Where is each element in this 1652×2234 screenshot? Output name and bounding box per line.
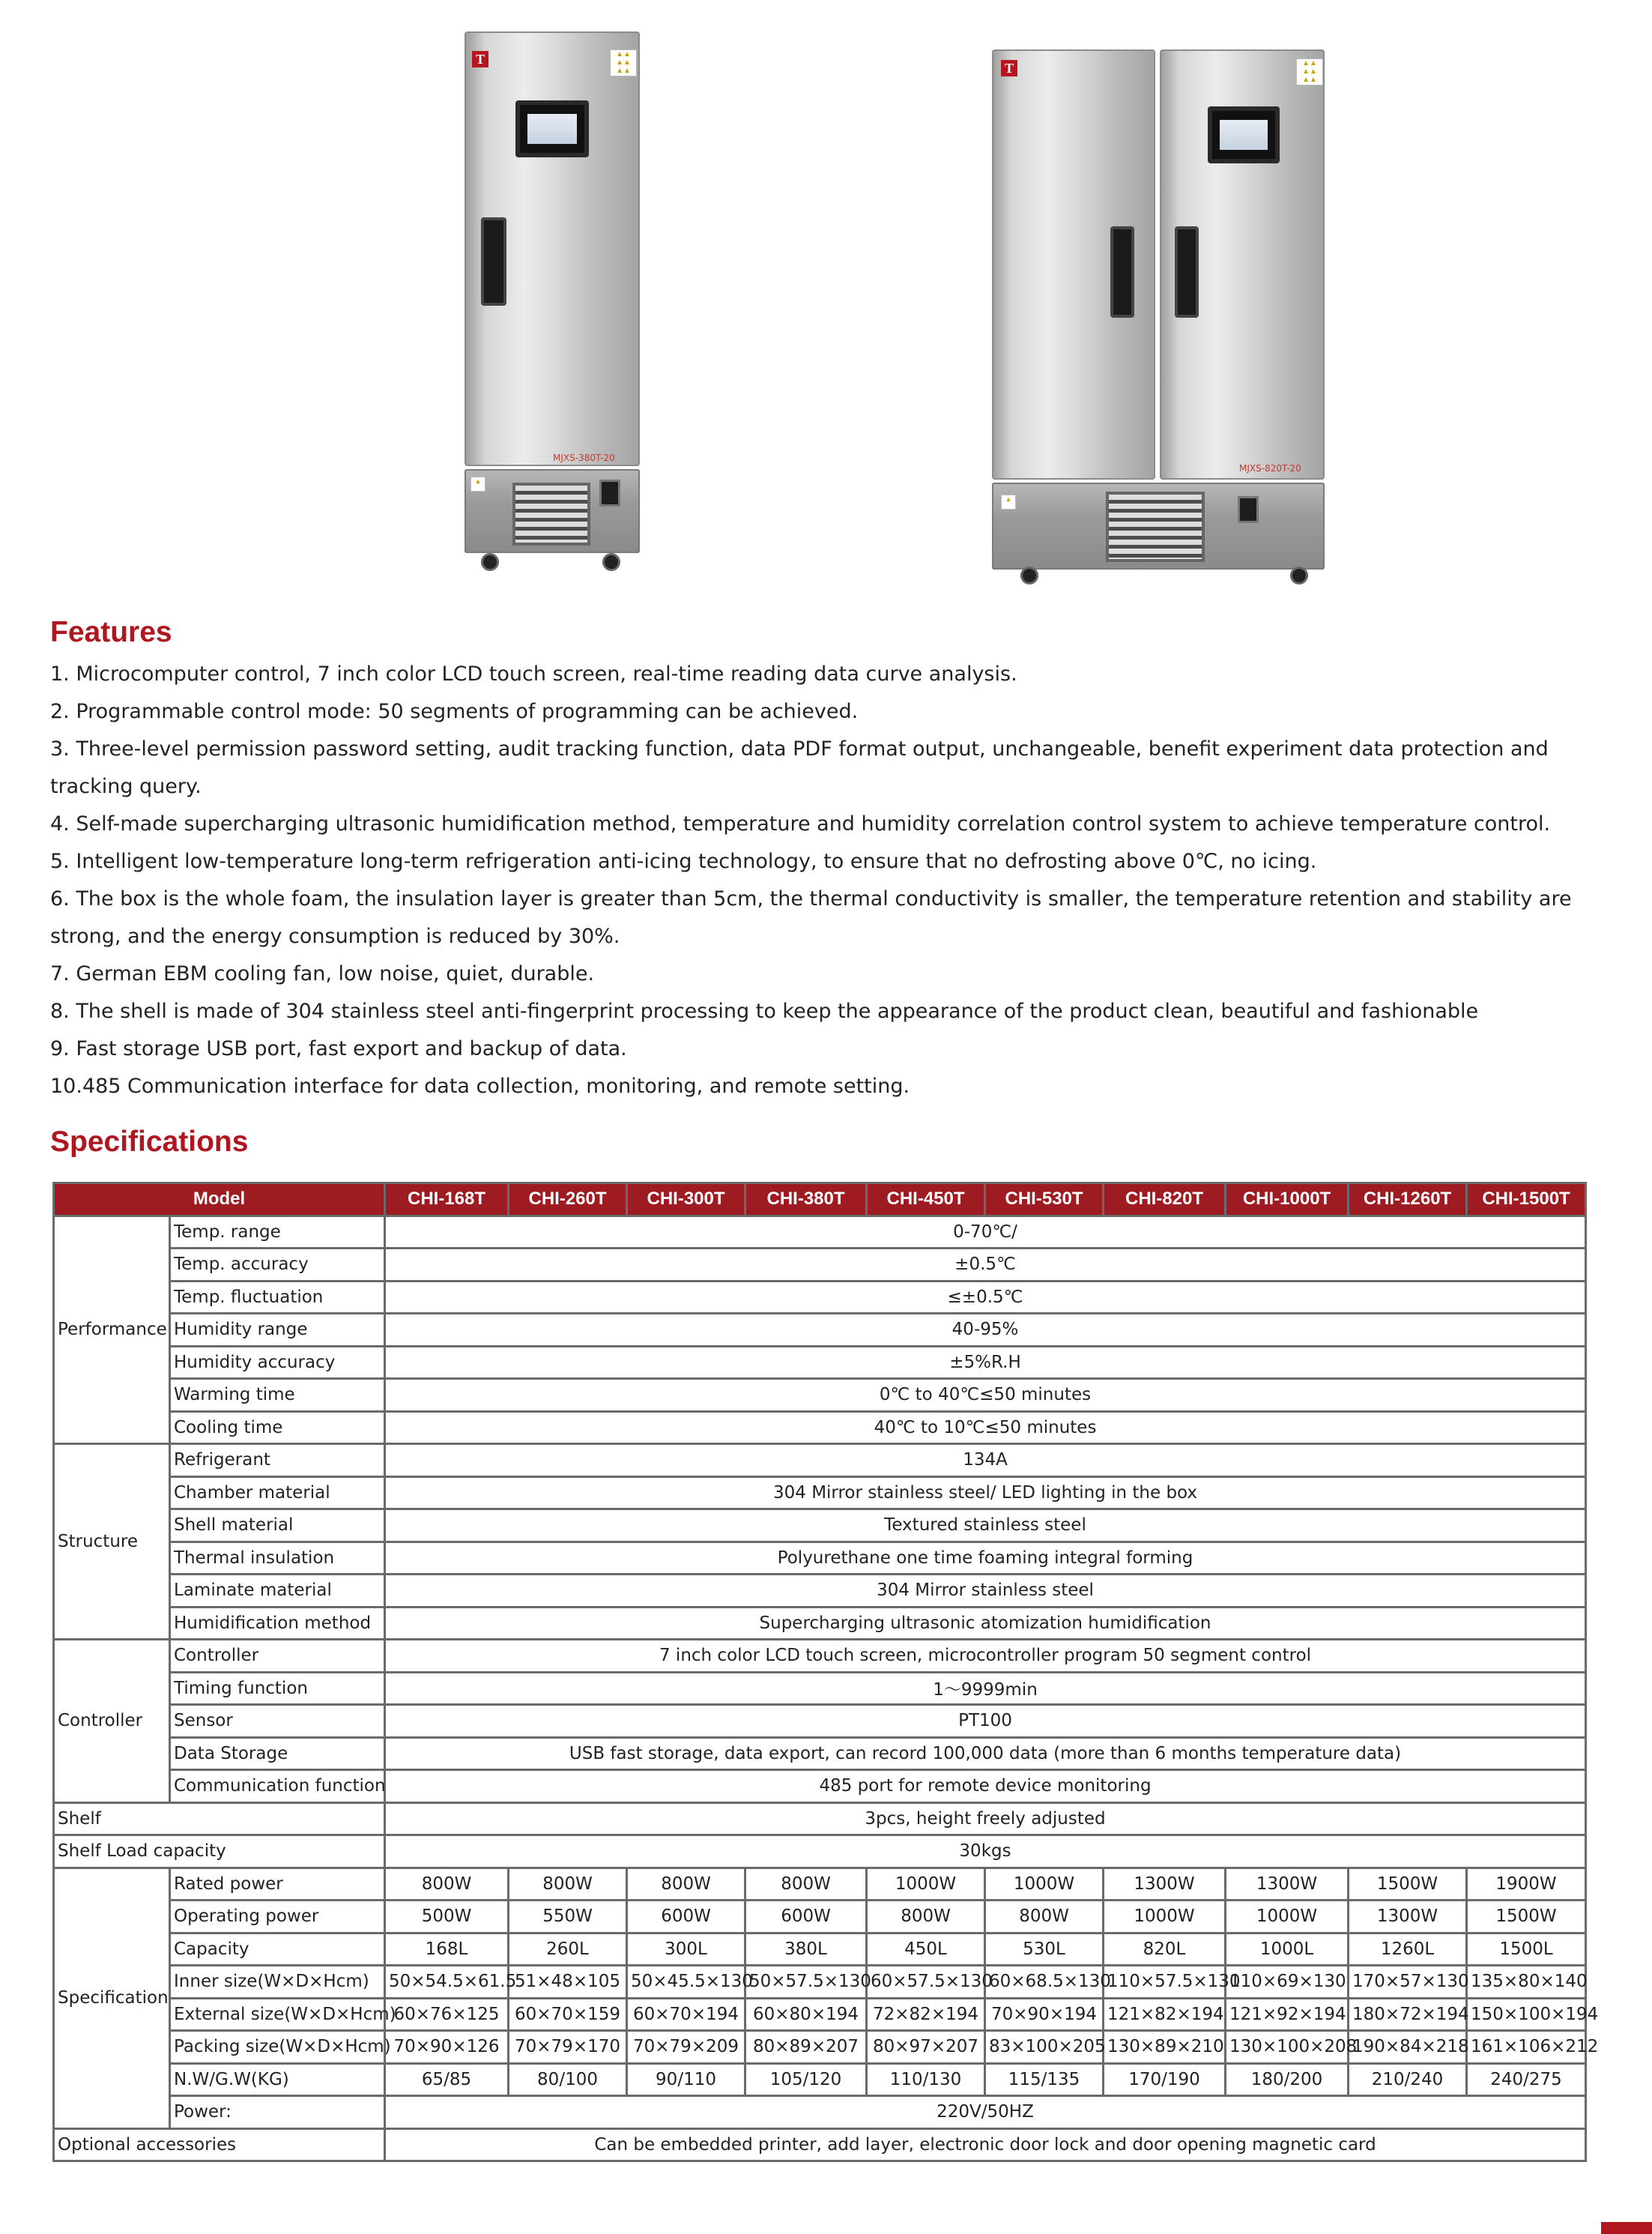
table-row	[54, 1770, 1586, 1803]
model-column-header: CHI-300T	[627, 1183, 745, 1216]
param-label: Humidification method	[170, 1607, 385, 1640]
model-header: Model	[54, 1183, 385, 1216]
cell-value: 70×79×209	[627, 2031, 745, 2064]
param-value: ±5%R.H	[385, 1346, 1586, 1379]
table-row	[54, 2031, 1586, 2064]
table-row	[54, 1868, 1586, 1901]
cell-value: 110×69×130	[1226, 1966, 1349, 1999]
vent-grille	[512, 483, 590, 546]
group-label-structure: Structure	[54, 1444, 170, 1640]
cell-value: 600W	[745, 1901, 867, 1933]
param-value: 304 Mirror stainless steel/ LED lighting in the box	[385, 1476, 1586, 1509]
cell-value: 1300W	[1226, 1868, 1349, 1901]
table-header-row	[54, 1183, 1586, 1216]
cell-value: 1300W	[1104, 1868, 1226, 1901]
product-image-double-door	[990, 49, 1326, 589]
cell-value: 51×48×105	[509, 1966, 627, 1999]
table-row	[54, 1346, 1586, 1379]
param-label: Power:	[170, 2096, 385, 2129]
shelf-value: 3pcs, height freely adjusted	[385, 1802, 1586, 1835]
param-label: Laminate material	[170, 1575, 385, 1607]
param-value: 485 port for remote device monitoring	[385, 1770, 1586, 1803]
table-row	[54, 1640, 1586, 1673]
cell-value: 600W	[627, 1901, 745, 1933]
vent-grille	[1106, 492, 1205, 562]
param-label: Temp. range	[170, 1216, 385, 1249]
feature-item: 5. Intelligent low-temperature long-term refrigeration anti-icing technology, to ensure that no defrosting above 0℃, no icing.	[50, 850, 1317, 873]
cell-value: 50×54.5×61.5	[385, 1966, 509, 1999]
cell-value: 530L	[985, 1933, 1104, 1966]
model-label: MJXS-380T-20	[553, 453, 615, 463]
param-label: Humidity range	[170, 1314, 385, 1347]
table-row	[54, 1998, 1586, 2031]
cell-value: 300L	[627, 1933, 745, 1966]
cell-value: 60×68.5×130	[985, 1966, 1104, 1999]
param-label: Timing function	[170, 1672, 385, 1705]
param-label: Rated power	[170, 1868, 385, 1901]
power-switch	[599, 480, 620, 507]
cell-value: 1000W	[1104, 1901, 1226, 1933]
cell-value: 1000W	[1226, 1901, 1349, 1933]
cell-value: 800W	[627, 1868, 745, 1901]
param-value: 40-95%	[385, 1314, 1586, 1347]
lcd-touch-screen	[1208, 106, 1280, 163]
cell-value: 180/200	[1226, 2063, 1349, 2096]
param-value: 1～9999min	[385, 1672, 1586, 1705]
caster-wheel	[481, 553, 499, 571]
table-row	[54, 2096, 1586, 2129]
table-row	[54, 2128, 1586, 2161]
table-row	[54, 1249, 1586, 1281]
feature-item: 2. Programmable control mode: 50 segments of programming can be achieved.	[50, 700, 859, 723]
features-list	[50, 656, 1594, 1105]
feature-item: 6. The box is the whole foam, the insulation layer is greater than 5cm, the thermal conductivity is smaller, the temperature retention and stability are strong, and the energy consumption is reduced by 30%.	[50, 887, 1572, 948]
cell-value: 105/120	[745, 2063, 867, 2096]
table-row	[54, 1542, 1586, 1575]
table-row	[54, 1216, 1586, 1249]
cell-value: 80/100	[509, 2063, 627, 2096]
table-row	[54, 1411, 1586, 1444]
cell-value: 168L	[385, 1933, 509, 1966]
specifications-table	[52, 1182, 1599, 2162]
param-label: Warming time	[170, 1379, 385, 1412]
cell-value: 80×97×207	[867, 2031, 985, 2064]
cell-value: 115/135	[985, 2063, 1104, 2096]
param-label: Temp. accuracy	[170, 1249, 385, 1281]
warning-label-icon: ▲	[1001, 495, 1016, 510]
table-row	[54, 1379, 1586, 1412]
brand-logo: T	[472, 51, 488, 67]
param-value: Supercharging ultrasonic atomization humidification	[385, 1607, 1586, 1640]
optional-accessories-label: Optional accessories	[54, 2128, 385, 2161]
group-label-performance: Performance	[54, 1216, 170, 1444]
param-value: USB fast storage, data export, can record 100,000 data (more than 6 months temperature data)	[385, 1737, 1586, 1770]
cell-value: 110/130	[867, 2063, 985, 2096]
table-row	[54, 1607, 1586, 1640]
cell-value: 60×57.5×130	[867, 1966, 985, 1999]
cell-value: 130×89×210	[1104, 2031, 1226, 2064]
cell-value: 800W	[745, 1868, 867, 1901]
cell-value: 70×90×126	[385, 2031, 509, 2064]
model-column-header: CHI-530T	[985, 1183, 1104, 1216]
param-label: Capacity	[170, 1933, 385, 1966]
cell-value: 135×80×140	[1467, 1966, 1586, 1999]
cell-value: 60×76×125	[385, 1998, 509, 2031]
param-value: 0-70℃/	[385, 1216, 1586, 1249]
param-label: Sensor	[170, 1705, 385, 1738]
specifications-heading: Specifications	[50, 1126, 249, 1158]
feature-item: 3. Three-level permission password setting, audit tracking function, data PDF format output, unchangeable, benefit experiment data protection and tracking query.	[50, 737, 1549, 798]
caster-wheel	[602, 553, 620, 571]
param-label: Cooling time	[170, 1411, 385, 1444]
model-column-header: CHI-260T	[509, 1183, 627, 1216]
door-handle-right	[1175, 226, 1199, 318]
warning-label-icon: ▲	[471, 477, 485, 492]
optional-accessories-value: Can be embedded printer, add layer, electronic door lock and door opening magnetic card	[385, 2128, 1586, 2161]
param-value: Textured stainless steel	[385, 1509, 1586, 1542]
cell-value: 50×45.5×130	[627, 1966, 745, 1999]
table-row	[54, 1476, 1586, 1509]
cell-value: 1500W	[1349, 1868, 1467, 1901]
door-handle-left	[1110, 226, 1134, 318]
cell-value: 50×57.5×130	[745, 1966, 867, 1999]
brand-logo: T	[1001, 60, 1017, 76]
shelf-load-label: Shelf Load capacity	[54, 1835, 385, 1868]
param-value: ≤±0.5℃	[385, 1281, 1586, 1314]
cell-value: 90/110	[627, 2063, 745, 2096]
cell-value: 1260L	[1349, 1933, 1467, 1966]
cell-value: 60×70×159	[509, 1998, 627, 2031]
feature-item: 10.485 Communication interface for data collection, monitoring, and remote setting.	[50, 1075, 910, 1098]
cell-value: 260L	[509, 1933, 627, 1966]
cell-value: 150×100×194	[1467, 1998, 1586, 2031]
cell-value: 500W	[385, 1901, 509, 1933]
cell-value: 1300W	[1349, 1901, 1467, 1933]
cell-value: 170/190	[1104, 2063, 1226, 2096]
cell-value: 1000L	[1226, 1933, 1349, 1966]
cell-value: 1500W	[1467, 1901, 1586, 1933]
param-label: Shell material	[170, 1509, 385, 1542]
cell-value: 65/85	[385, 2063, 509, 2096]
table-row	[54, 1281, 1586, 1314]
model-column-header: CHI-1260T	[1349, 1183, 1467, 1216]
table-row	[54, 1672, 1586, 1705]
warning-labels-icon: ▲▲ ▲▲ ▲▲	[1296, 58, 1323, 85]
cell-value: 190×84×218	[1349, 2031, 1467, 2064]
cell-value: 110×57.5×130	[1104, 1966, 1226, 1999]
model-column-header: CHI-450T	[867, 1183, 985, 1216]
table-row	[54, 1444, 1586, 1477]
table-row	[54, 1901, 1586, 1933]
model-column-header: CHI-820T	[1104, 1183, 1226, 1216]
cell-value: 60×70×194	[627, 1998, 745, 2031]
caster-wheel	[1290, 567, 1308, 585]
model-column-header: CHI-1000T	[1226, 1183, 1349, 1216]
param-label: Chamber material	[170, 1476, 385, 1509]
param-label: Refrigerant	[170, 1444, 385, 1477]
cell-value: 1900W	[1467, 1868, 1586, 1901]
cell-value: 72×82×194	[867, 1998, 985, 2031]
table-row	[54, 1933, 1586, 1966]
model-column-header: CHI-1500T	[1467, 1183, 1586, 1216]
table-row	[54, 1705, 1586, 1738]
shelf-load-value: 30kgs	[385, 1835, 1586, 1868]
feature-item: 4. Self-made supercharging ultrasonic humidification method, temperature and humidity correlation control system to achieve temperature control.	[50, 812, 1551, 836]
feature-item: 8. The shell is made of 304 stainless steel anti-fingerprint processing to keep the appearance of the product clean, beautiful and fashionable	[50, 1000, 1479, 1023]
param-label: Humidity accuracy	[170, 1346, 385, 1379]
model-label: MJXS-820T-20	[1239, 463, 1301, 474]
table-row	[54, 1737, 1586, 1770]
shelf-label: Shelf	[54, 1802, 385, 1835]
cell-value: 121×92×194	[1226, 1998, 1349, 2031]
cell-value: 800W	[985, 1901, 1104, 1933]
cell-value: 180×72×194	[1349, 1998, 1467, 2031]
product-image-single-door	[463, 31, 641, 571]
cell-value: 820L	[1104, 1933, 1226, 1966]
param-label: Communication function	[170, 1770, 385, 1803]
model-column-header: CHI-380T	[745, 1183, 867, 1216]
cell-value: 121×82×194	[1104, 1998, 1226, 2031]
cell-value: 1500L	[1467, 1933, 1586, 1966]
param-value: Polyurethane one time foaming integral forming	[385, 1542, 1586, 1575]
group-label-specification: Specification	[54, 1868, 170, 2128]
feature-item: 9. Fast storage USB port, fast export and backup of data.	[50, 1037, 627, 1060]
param-value: ±0.5℃	[385, 1249, 1586, 1281]
cell-value: 240/275	[1467, 2063, 1586, 2096]
param-value: 0℃ to 40℃≤50 minutes	[385, 1379, 1586, 1412]
cell-value: 1000W	[867, 1868, 985, 1901]
warning-labels-icon: ▲▲ ▲▲ ▲▲	[610, 49, 637, 76]
cell-value: 70×79×170	[509, 2031, 627, 2064]
param-label: Packing size(W×D×Hcm)	[170, 2031, 385, 2064]
cell-value: 550W	[509, 1901, 627, 1933]
feature-item: 7. German EBM cooling fan, low noise, quiet, durable.	[50, 962, 595, 985]
lcd-touch-screen	[515, 100, 589, 157]
param-value: 304 Mirror stainless steel	[385, 1575, 1586, 1607]
cell-value: 80×89×207	[745, 2031, 867, 2064]
cell-value: 450L	[867, 1933, 985, 1966]
cell-value: 60×80×194	[745, 1998, 867, 2031]
page-corner-accent	[1601, 2222, 1652, 2234]
param-value: PT100	[385, 1705, 1586, 1738]
features-heading: Features	[50, 616, 172, 648]
param-label: Data Storage	[170, 1737, 385, 1770]
cell-value: 800W	[509, 1868, 627, 1901]
table-row	[54, 1314, 1586, 1347]
param-label: Inner size(W×D×Hcm)	[170, 1966, 385, 1999]
caster-wheel	[1020, 567, 1038, 585]
power-value: 220V/50HZ	[385, 2096, 1586, 2129]
table-row	[54, 1802, 1586, 1835]
param-value: 134A	[385, 1444, 1586, 1477]
cell-value: 83×100×205	[985, 2031, 1104, 2064]
cell-value: 70×90×194	[985, 1998, 1104, 2031]
cell-value: 800W	[867, 1901, 985, 1933]
table-row	[54, 1966, 1586, 1999]
table-row	[54, 1835, 1586, 1868]
feature-item: 1. Microcomputer control, 7 inch color LCD touch screen, real-time reading data curve analysis.	[50, 662, 1017, 686]
cell-value: 210/240	[1349, 2063, 1467, 2096]
param-label: Controller	[170, 1640, 385, 1673]
cell-value: 1000W	[985, 1868, 1104, 1901]
param-value: 40℃ to 10℃≤50 minutes	[385, 1411, 1586, 1444]
param-label: External size(W×D×Hcm)	[170, 1998, 385, 2031]
cell-value: 380L	[745, 1933, 867, 1966]
param-value: 7 inch color LCD touch screen, microcontroller program 50 segment control	[385, 1640, 1586, 1673]
door-handle	[481, 217, 506, 306]
param-label: Temp. fluctuation	[170, 1281, 385, 1314]
table-row	[54, 1509, 1586, 1542]
table-row	[54, 2063, 1586, 2096]
param-label: Thermal insulation	[170, 1542, 385, 1575]
cell-value: 130×100×208	[1226, 2031, 1349, 2064]
specifications-table-wrapper	[52, 1182, 1599, 2162]
cell-value: 161×106×212	[1467, 2031, 1586, 2064]
group-label-controller: Controller	[54, 1640, 170, 1803]
param-label: N.W/G.W(KG)	[170, 2063, 385, 2096]
power-switch	[1238, 496, 1259, 523]
cell-value: 170×57×130	[1349, 1966, 1467, 1999]
model-column-header: CHI-168T	[385, 1183, 509, 1216]
cell-value: 800W	[385, 1868, 509, 1901]
param-label: Operating power	[170, 1901, 385, 1933]
table-row	[54, 1575, 1586, 1607]
